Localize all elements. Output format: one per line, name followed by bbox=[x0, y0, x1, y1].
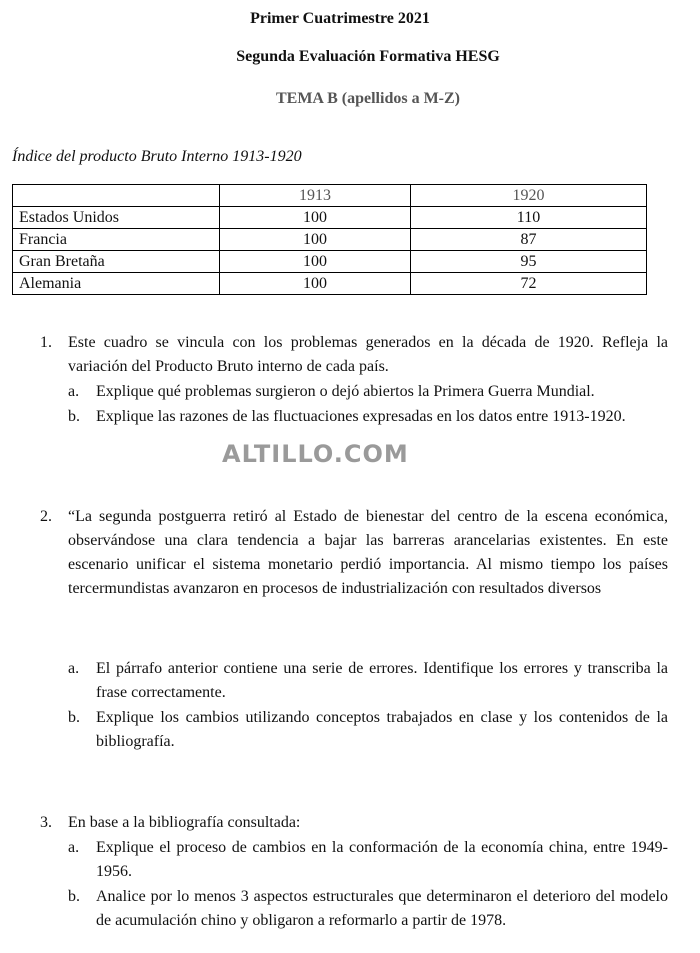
question-number: 2. bbox=[40, 508, 52, 525]
item-letter: b. bbox=[68, 408, 80, 425]
question-number: 1. bbox=[40, 334, 52, 351]
table-cell-value: 95 bbox=[411, 251, 647, 273]
table-cell-country: Gran Bretaña bbox=[13, 251, 220, 273]
table-cell-value: 100 bbox=[220, 273, 411, 295]
table-caption: Índice del producto Bruto Interno 1913-1920 bbox=[12, 148, 302, 165]
item-text: Explique el proceso de cambios en la conformación de la economía china, entre 1949-1956. bbox=[96, 839, 668, 880]
item-letter: a. bbox=[68, 660, 80, 677]
table-cell-country: Francia bbox=[13, 229, 220, 251]
item-text: Analice por lo menos 3 aspectos estructurales que determinaron el deterioro del modelo de acumulación chino y obligaron a reformarlo a partir de 1978. bbox=[96, 888, 668, 929]
question-2-item-b bbox=[68, 706, 670, 754]
question-3-item-b bbox=[68, 885, 670, 933]
item-text: Explique los cambios utilizando conceptos trabajados en clase y los contenidos de la bibliografía. bbox=[96, 709, 668, 750]
question-text: En base a la bibliografía consultada: bbox=[68, 814, 301, 831]
table-cell-value: 100 bbox=[220, 207, 411, 229]
item-text: Explique las razones de las fluctuaciones expresadas en los datos entre 1913-1920. bbox=[96, 408, 626, 425]
item-letter: b. bbox=[68, 888, 80, 905]
item-letter: a. bbox=[68, 839, 80, 856]
question-2-item-a bbox=[68, 657, 670, 705]
question-text: “La segunda postguerra retiró al Estado de bienestar del centro de la escena económica, observándose una clara tendencia a bajar las barreras arancelarias existentes. En este escenario unificar el sistema monetario perdió importancia. Al mismo tiempo los países tercermundistas avanzaron en procesos de industrialización con resultados diversos bbox=[68, 508, 668, 597]
item-text: El párrafo anterior contiene una serie de errores. Identifique los errores y transcriba la frase correctamente. bbox=[96, 660, 668, 701]
table-cell-value: 100 bbox=[220, 251, 411, 273]
watermark: ALTILLO.COM bbox=[222, 440, 409, 468]
item-letter: a. bbox=[68, 383, 80, 400]
header-evaluation: Segunda Evaluación Formativa HESG bbox=[236, 48, 500, 65]
table-row bbox=[13, 229, 647, 251]
table-cell-country: Estados Unidos bbox=[13, 207, 220, 229]
header-topic: TEMA B (apellidos a M-Z) bbox=[275, 90, 460, 107]
table-header-row bbox=[13, 185, 647, 207]
question-1 bbox=[40, 331, 670, 379]
table-cell-value: 87 bbox=[411, 229, 647, 251]
table-cell-country: Alemania bbox=[13, 273, 220, 295]
header-term: Primer Cuatrimestre 2021 bbox=[250, 10, 430, 27]
table-header-cell: 1920 bbox=[411, 185, 647, 207]
question-3-item-a bbox=[68, 836, 670, 884]
table-header-cell: 1913 bbox=[220, 185, 411, 207]
question-number: 3. bbox=[40, 814, 52, 831]
table-row bbox=[13, 273, 647, 295]
table-cell-value: 72 bbox=[411, 273, 647, 295]
question-3 bbox=[40, 811, 670, 835]
table-cell-value: 100 bbox=[220, 229, 411, 251]
table-header-cell bbox=[13, 185, 220, 207]
item-text: Explique qué problemas surgieron o dejó abiertos la Primera Guerra Mundial. bbox=[96, 383, 595, 400]
table-cell-value: 110 bbox=[411, 207, 647, 229]
question-text: Este cuadro se vincula con los problemas generados en la década de 1920. Refleja la variación del Producto Bruto interno de cada país. bbox=[68, 334, 668, 375]
question-1-item-a bbox=[68, 380, 670, 404]
item-letter: b. bbox=[68, 709, 80, 726]
table-row bbox=[13, 251, 647, 273]
gdp-index-table bbox=[12, 184, 647, 295]
table-row bbox=[13, 207, 647, 229]
question-2 bbox=[40, 505, 670, 625]
